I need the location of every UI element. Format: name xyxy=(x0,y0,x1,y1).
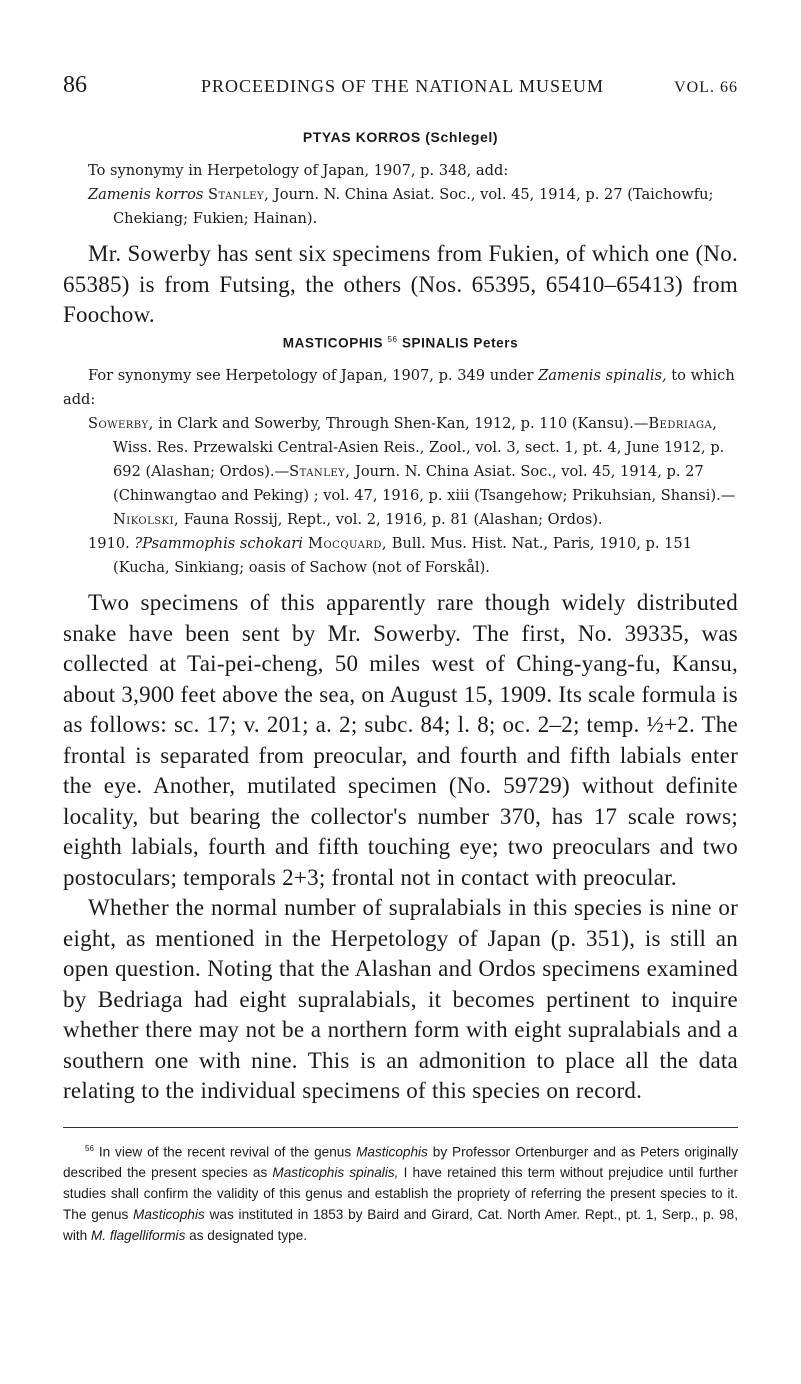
footnote-ref: 56 xyxy=(387,334,398,344)
body-paragraph-specimens: Two specimens of this apparently rare though widely distributed snake have been sent by Mr. Sowerby. The first, No. 39335, was collected at Tai-pei-cheng, 50 miles west of Ching-yang-fu, Kansu, about 3,900 feet above the sea, on August 15, 1909. Its scale formula is as follows: sc. 17; v. 201; a. 2; subc. 84; l. 8; oc. 2–2; temp. ½+2. The frontal is separated from preocular, and fourth and fifth labials enter the eye. Another, mutilated specimen (No. 59729) without definite locality, but bearing the collector's number 370, has 17 scale rows; eighth labials, fourth and fifth touching eye; two preoculars and two postoculars; temporals 2+3; frontal not in contact with preocular. xyxy=(63,590,738,890)
running-title: PROCEEDINGS OF THE NATIONAL MUSEUM xyxy=(201,76,605,96)
synonymy-intro-2: For synonymy see Herpetology of Japan, 1907, p. 349 under Zamenis spinalis, to which add: xyxy=(63,367,735,408)
synonymy-entry-1910: 1910. ?Psammophis schokari Mocquard, Bull. Mus. Hist. Nat., Paris, 1910, p. 151 (Kucha, Sinkiang; oasis of Sachow (not of Forskål). xyxy=(88,535,693,576)
synonymy-intro: To synonymy in Herpetology of Japan, 1907, p. 348, add: xyxy=(88,162,509,179)
page-number: 86 xyxy=(63,72,87,98)
body-paragraph: Mr. Sowerby has sent six specimens from Fukien, of which one (No. 65385) is from Futsing, the others (Nos. 65395, 65410–65413) from Foochow. xyxy=(63,241,738,327)
volume-label: VOL. 66 xyxy=(674,79,738,96)
species-heading-ptyas-korros: PTYAS KORROS (Schlegel) xyxy=(302,129,499,145)
body-paragraph-supralabials: Whether the normal number of supralabials in this species is nine or eight, as mentioned in the Herpetology of Japan (p. 351), is still an open question. Noting that the Alashan and Ordos specimens examined by Bedriaga had eight supralabials, it becomes pertinent to inquire whether there may not be a northern form with eight supralabials and a southern one with nine. This is an admonition to place all the data relating to the individual specimens of this species on record. xyxy=(63,895,738,1103)
running-header xyxy=(63,72,738,106)
synonymy-entry: Zamenis korros Stanley, Journ. N. China Asiat. Soc., vol. 45, 1914, p. 27 (Taichowfu; Chekiang; Fukien; Hainan). xyxy=(88,186,714,227)
species-heading-masticophis-spinalis: MASTICOPHIS $^{56}$ SPINALIS Peters xyxy=(282,334,519,350)
footnote: $^{56}$ In view of the recent revival of the genus Masticophis by Professor Ortenburger and as Peters originally described the present species as Masticophis spinalis, I have retained this term without prejudice until further studies shall confirm the validity of this genus and establish the propriety of referring the present species to it. The genus Masticophis was instituted in 1853 by Baird and Girard, Cat. North Amer. Rept., pt. 1, Serp., p. 98, with M. flagelliformis as designated type. xyxy=(63,1143,738,1244)
synonymy-list: Sowerby, in Clark and Sowerby, Through Shen-Kan, 1912, p. 110 (Kansu).—Bedriaga, Wiss. Res. Przewalski Central-Asien Reis., Zool., vol. 3, sect. 1, pt. 4, June 1912, p. 692 (Alashan; Ordos).—Stanley, Journ. N. China Asiat. Soc., vol. 45, 1914, p. 27 (Chinwangtao and Peking) ; vol. 47, 1916, p. xiii (Tsangehow; Prikuhsian, Shansi).—Nikolski, Fauna Rossij, Rept., vol. 2, 1916, p. 81 (Alashan; Ordos). xyxy=(88,415,736,528)
footnote-rule xyxy=(63,1127,738,1128)
